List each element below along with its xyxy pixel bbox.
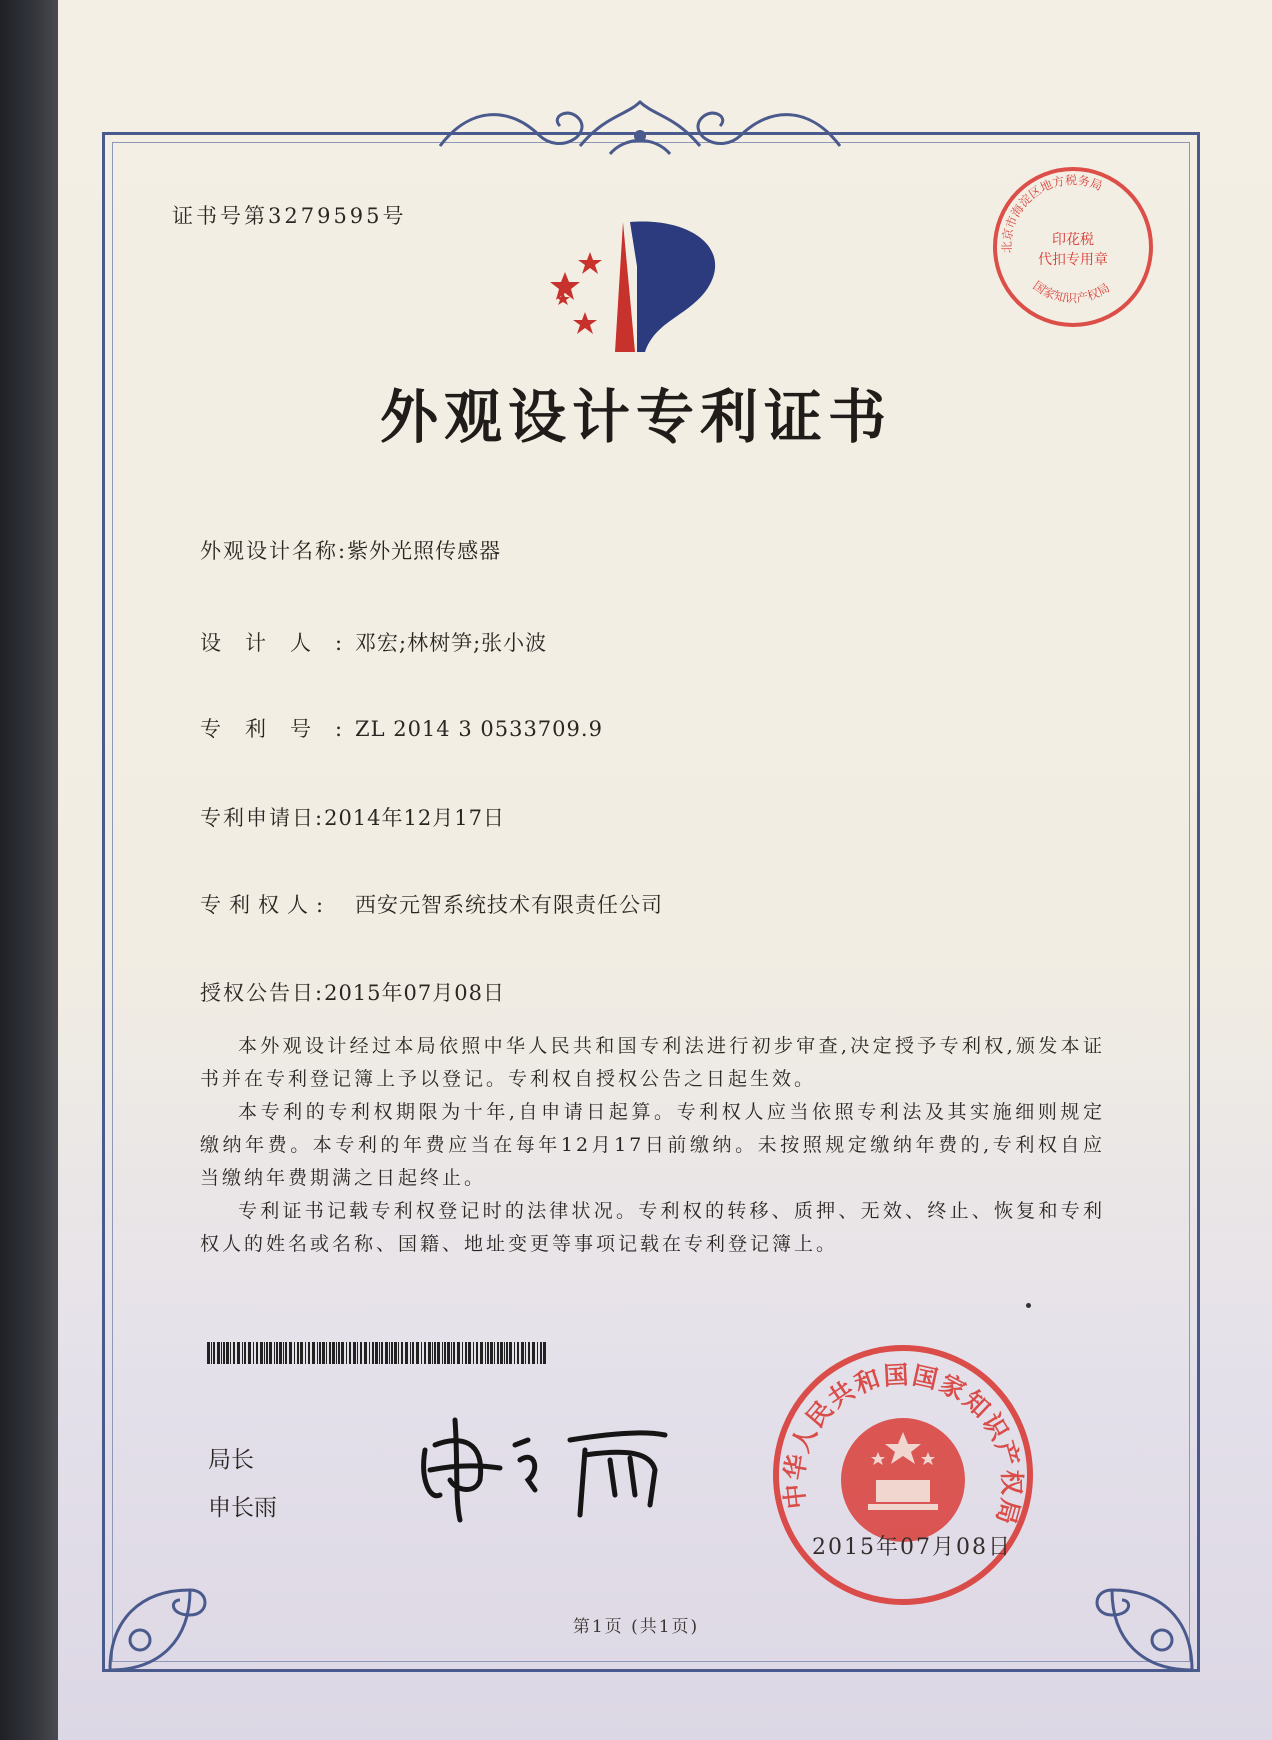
design-name-value: 紫外光照传感器: [347, 539, 502, 563]
designer-value: 邓宏;林树笋;张小波: [355, 631, 548, 655]
barcode: [207, 1342, 547, 1364]
tax-seal-inner-1: 印花税: [1052, 232, 1094, 248]
signature-text: 申长雨: [410, 1410, 413, 1411]
certificate-title: 外观设计专利证书: [379, 383, 892, 451]
director-signature: [410, 1410, 680, 1530]
filing-date-label: 专利申请日:: [200, 806, 325, 830]
grant-date-row: [200, 977, 505, 1007]
patentee-label: 专利权人:: [200, 893, 332, 917]
grant-date-value: 2015年07月08日: [324, 981, 505, 1005]
state-ip-office-seal: [768, 1340, 1038, 1610]
top-ornament: [430, 96, 850, 162]
patent-number-value: ZL 2014 3 0533709.9: [355, 717, 603, 741]
director-name: 申长雨: [208, 1495, 277, 1521]
patentee-row: [200, 889, 663, 919]
body-paragraph-1: 本外观设计经过本局依照中华人民共和国专利法进行初步审查,决定授予专利权,颁发本证书并在专利登记簿上予以登记。专利权自授权公告之日起生效。: [200, 1035, 1105, 1090]
ink-dot: [1026, 1303, 1031, 1308]
director-block: [208, 1436, 277, 1532]
seal-ring-text: 中华人民共和国国家知识产权局: [779, 1360, 1027, 1530]
filing-date-row: [200, 802, 505, 832]
body-paragraph-2: 本专利的专利权期限为十年,自申请日起算。专利权人应当依照专利法及其实施细则规定缴纳年费。本专利的年费应当在每年12月17日前缴纳。未按照规定缴纳年费的,专利权自应当缴纳年费期满之日起终止。: [200, 1101, 1105, 1189]
designer-label: 设计人:: [200, 631, 367, 655]
design-name-row: [200, 535, 501, 565]
tax-seal: [988, 162, 1158, 332]
binder-spine: [0, 0, 58, 1740]
patentee-value: 西安元智系统技术有限责任公司: [355, 893, 663, 917]
tax-seal-bottom-text: 国家知识产权局: [1030, 278, 1113, 306]
design-name-label: 外观设计名称:: [200, 539, 348, 563]
page-number: 第1页 (共1页): [572, 1617, 700, 1637]
director-title: 局长: [208, 1447, 254, 1473]
seal-date: 2015年07月08日: [812, 1535, 1012, 1560]
patent-number-label: 专利号:: [200, 717, 367, 741]
patent-number-row: [200, 713, 603, 743]
patent-office-logo: [545, 212, 745, 362]
svg-text:国家知识产权局: [1030, 278, 1112, 305]
tax-seal-inner-2: 代扣专用章: [1038, 252, 1108, 268]
certificate-number: 证书号第3279595号: [172, 204, 407, 228]
filing-date-value: 2014年12月17日: [324, 806, 505, 830]
designer-row: [200, 627, 547, 657]
certificate-body-text: [200, 1030, 1105, 1261]
tax-seal-outer-text: 北京市海淀区地方税务局: [999, 173, 1105, 254]
grant-date-label: 授权公告日:: [200, 981, 325, 1005]
body-paragraph-3: 专利证书记载专利权登记时的法律状况。专利权的转移、质押、无效、终止、恢复和专利权人的姓名或名称、国籍、地址变更等事项记载在专利登记簿上。: [200, 1200, 1105, 1255]
